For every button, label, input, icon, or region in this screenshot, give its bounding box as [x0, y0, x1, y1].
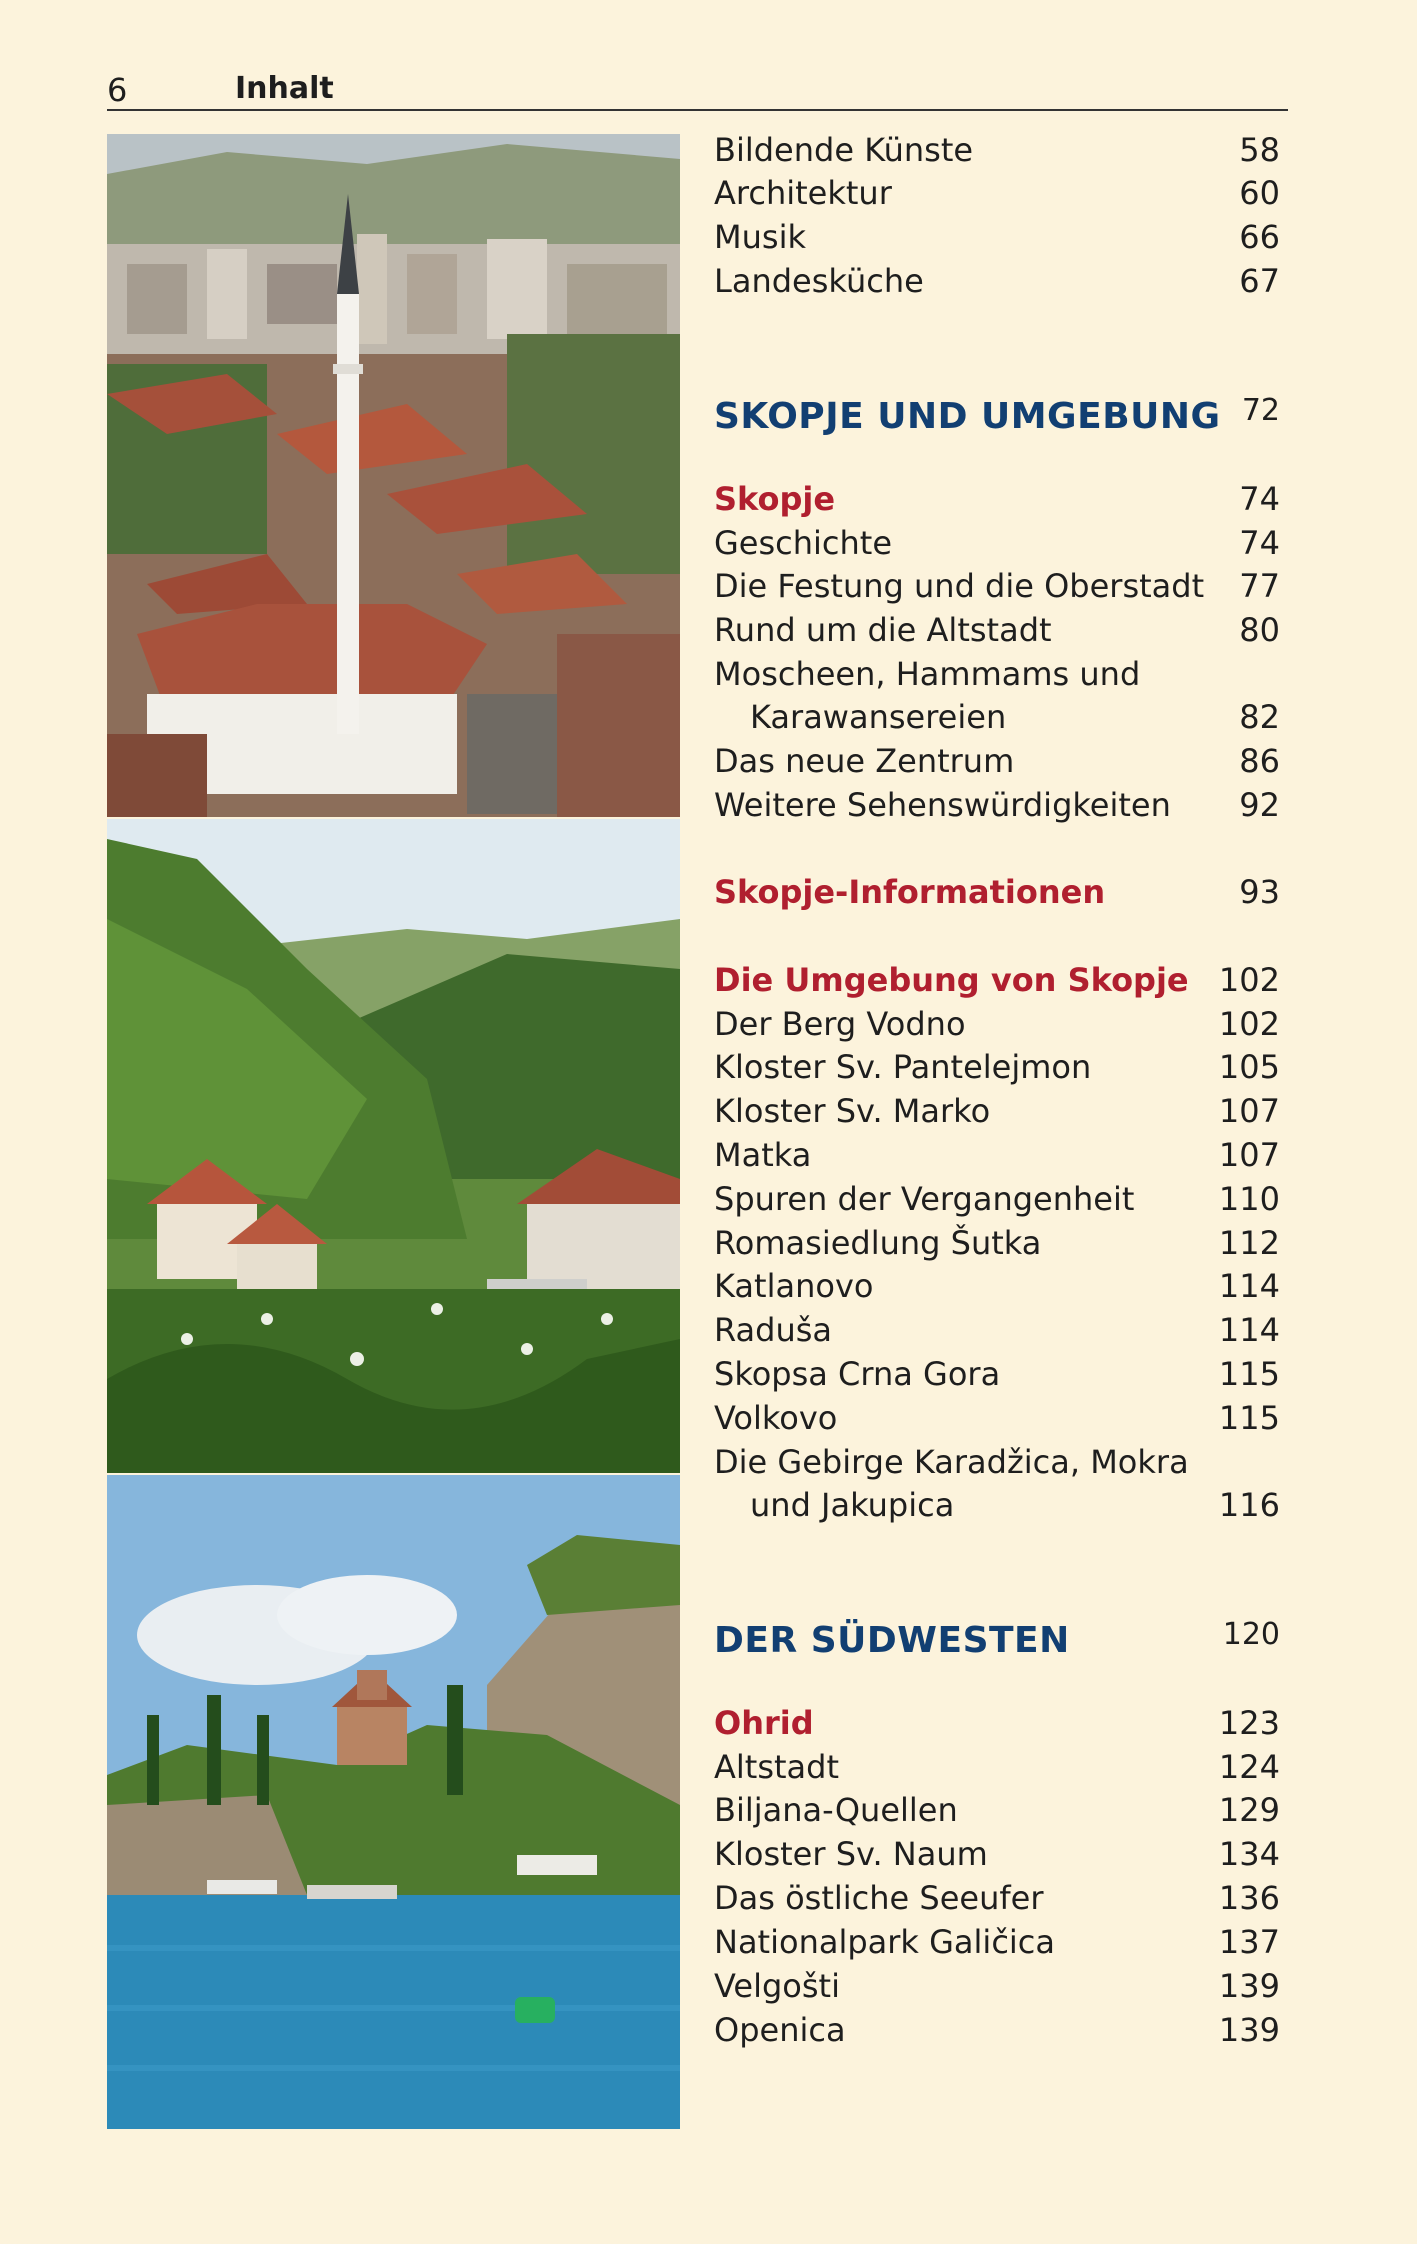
toc-page-number: 124 — [1218, 1748, 1280, 1786]
toc-entry — [714, 1745, 1280, 1789]
toc-label: Moscheen, Hammams und — [714, 655, 1141, 693]
toc-label: Die Umgebung von Skopje — [714, 961, 1189, 999]
toc-section-heading — [714, 1619, 1280, 1663]
toc-entry — [714, 1920, 1280, 1964]
toc-label: Die Festung und die Oberstadt — [714, 567, 1205, 605]
toc-page-number: 60 — [1239, 174, 1280, 212]
toc-label: Landesküche — [714, 262, 924, 300]
toc-entry — [714, 259, 1280, 303]
toc-subheading — [714, 870, 1280, 914]
page-number: 6 — [107, 71, 128, 109]
toc-entry — [714, 739, 1280, 783]
toc-page-number: 58 — [1239, 131, 1280, 169]
toc-entry — [714, 1788, 1280, 1832]
toc-label: Karawansereien — [750, 698, 1007, 736]
toc-label: Kloster Sv. Marko — [714, 1092, 991, 1130]
toc-page-number: 110 — [1218, 1180, 1280, 1218]
toc-entry — [714, 1832, 1280, 1876]
toc-entry — [714, 1964, 1280, 2008]
toc-page-number: 93 — [1239, 873, 1280, 911]
toc-page-number: 115 — [1218, 1399, 1280, 1437]
toc-entry — [714, 1440, 1280, 1484]
toc-entry — [714, 1177, 1280, 1221]
toc-section-heading — [714, 395, 1280, 439]
toc-label: Nationalpark Galičica — [714, 1923, 1055, 1961]
toc-label: Bildende Künste — [714, 131, 974, 169]
toc-page-number: 139 — [1218, 1967, 1280, 2005]
toc-subheading — [714, 958, 1280, 1002]
toc-page-number: 66 — [1239, 218, 1280, 256]
toc-page-number: 102 — [1218, 961, 1280, 999]
toc-page-number: 82 — [1239, 698, 1280, 736]
toc-page-number: 115 — [1218, 1355, 1280, 1393]
toc-label: Velgošti — [714, 1967, 840, 2005]
toc-label: Skopsa Crna Gora — [714, 1355, 1001, 1393]
toc-subheading — [714, 477, 1280, 521]
toc-label: Rund um die Altstadt — [714, 611, 1052, 649]
toc-label: Kloster Sv. Pantelejmon — [714, 1048, 1092, 1086]
toc-entry — [714, 608, 1280, 652]
toc-page-number: 136 — [1218, 1879, 1280, 1917]
toc-label: Romasiedlung Šutka — [714, 1224, 1042, 1262]
toc-entry — [714, 1352, 1280, 1396]
toc-label: Das neue Zentrum — [714, 742, 1015, 780]
photo-skopje-old-town — [107, 134, 680, 817]
toc-page-number: 116 — [1218, 1486, 1280, 1524]
toc-entry — [714, 1133, 1280, 1177]
toc-entry — [714, 1483, 1280, 1527]
toc-subheading — [714, 1701, 1280, 1745]
toc-entry — [714, 1876, 1280, 1920]
toc-page-number: 74 — [1239, 524, 1280, 562]
toc-page-number: 105 — [1218, 1048, 1280, 1086]
toc-label: Geschichte — [714, 524, 893, 562]
toc-label: Spuren der Vergangenheit — [714, 1180, 1135, 1218]
toc-page-number: 123 — [1218, 1704, 1280, 1742]
photo-lake-ohrid — [107, 1475, 680, 2129]
toc-entry — [714, 1002, 1280, 1046]
toc-label: Weitere Sehenswürdigkeiten — [714, 786, 1171, 824]
toc-label: Volkovo — [714, 1399, 838, 1437]
photo-green-valley — [107, 819, 680, 1473]
toc-label: Die Gebirge Karadžica, Mokra — [714, 1443, 1189, 1481]
toc-label: Das östliche Seeufer — [714, 1879, 1044, 1917]
toc-page-number: 120 — [1222, 1617, 1280, 1652]
toc-entry — [714, 1264, 1280, 1308]
toc-entry — [714, 1396, 1280, 1440]
toc-entry — [714, 652, 1280, 696]
toc-entry — [714, 1045, 1280, 1089]
toc-entry — [714, 215, 1280, 259]
toc-page-number: 112 — [1218, 1224, 1280, 1262]
toc-page-number: 134 — [1218, 1835, 1280, 1873]
toc-entry — [714, 1089, 1280, 1133]
toc-page-number: 139 — [1218, 2011, 1280, 2049]
toc-page-number: 92 — [1239, 786, 1280, 824]
toc-entry — [714, 1221, 1280, 1265]
toc-entry — [714, 564, 1280, 608]
table-of-contents — [714, 0, 1280, 2244]
toc-label: Der Berg Vodno — [714, 1005, 966, 1043]
toc-page-number: 114 — [1218, 1267, 1280, 1305]
toc-entry — [714, 171, 1280, 215]
toc-label: Musik — [714, 218, 806, 256]
toc-label: DER SÜDWESTEN — [714, 1620, 1070, 1661]
toc-label: Architektur — [714, 174, 892, 212]
toc-page-number: 74 — [1239, 480, 1280, 518]
toc-page-number: 107 — [1218, 1092, 1280, 1130]
toc-page-number: 129 — [1218, 1791, 1280, 1829]
toc-entry — [714, 2008, 1280, 2052]
toc-page-number: 102 — [1218, 1005, 1280, 1043]
toc-label: Kloster Sv. Naum — [714, 1835, 988, 1873]
toc-label: SKOPJE UND UMGEBUNG — [714, 396, 1221, 437]
toc-page-number: 86 — [1239, 742, 1280, 780]
toc-label: Altstadt — [714, 1748, 840, 1786]
toc-entry — [714, 695, 1280, 739]
toc-page-number: 107 — [1218, 1136, 1280, 1174]
toc-label: Biljana-Quellen — [714, 1791, 958, 1829]
toc-entry — [714, 783, 1280, 827]
toc-label: Matka — [714, 1136, 812, 1174]
toc-page-number: 114 — [1218, 1311, 1280, 1349]
toc-entry — [714, 1308, 1280, 1352]
toc-label: und Jakupica — [750, 1486, 955, 1524]
toc-label: Openica — [714, 2011, 846, 2049]
toc-page-number: 67 — [1239, 262, 1280, 300]
toc-label: Katlanovo — [714, 1267, 874, 1305]
toc-page-number: 72 — [1241, 393, 1280, 428]
toc-label: Raduša — [714, 1311, 833, 1349]
toc-label: Skopje — [714, 480, 836, 518]
toc-label: Ohrid — [714, 1704, 814, 1742]
toc-page-number: 137 — [1218, 1923, 1280, 1961]
toc-label: Skopje-Informationen — [714, 873, 1106, 911]
toc-entry — [714, 521, 1280, 565]
toc-entry — [714, 128, 1280, 172]
toc-page-number: 80 — [1239, 611, 1280, 649]
running-title: Inhalt — [235, 71, 334, 106]
toc-page-number: 77 — [1239, 567, 1280, 605]
